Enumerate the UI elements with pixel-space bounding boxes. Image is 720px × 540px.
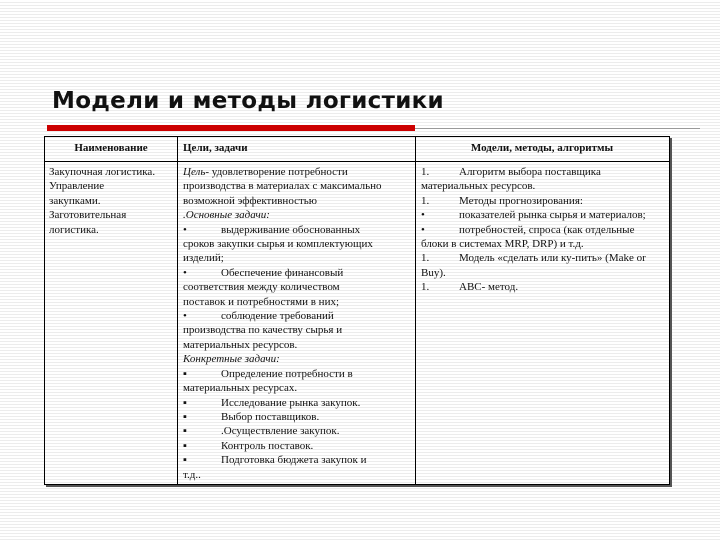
bullet-icon: • [183, 223, 187, 236]
header-divider [45, 161, 669, 162]
list-text: Методы прогнозирования: [459, 194, 583, 207]
bullet-icon: • [421, 209, 425, 222]
text-line: материальных ресурсах. [183, 382, 298, 395]
bullet-text: Подготовка бюджета закупок и [221, 454, 367, 467]
bullet-text: Обеспечение финансовый [221, 266, 344, 279]
slide-title: Модели и методы логистики [52, 88, 444, 114]
square-bullet-icon: ▪ [183, 367, 187, 380]
list-text: АВС- метод. [459, 281, 519, 294]
text-line: изделий; [183, 252, 224, 265]
text-line: соответствия между количеством [183, 281, 340, 294]
list-text: Модель «сделать или ку-пить» (Make or [459, 252, 646, 265]
list-number: 1. [421, 166, 430, 178]
text-line: сроков закупки сырья и комплектующих [183, 238, 373, 251]
text-line: т.д.. [183, 468, 201, 481]
title-underline-red [47, 125, 415, 131]
bullet-text: Определение потребности в [221, 367, 353, 380]
bullet-icon: • [421, 223, 425, 236]
bullet-text: выдерживание обоснованных [221, 223, 361, 236]
list-text: Алгоритм выбора поставщика [459, 166, 601, 178]
text-line: производства в материалах с максимально [183, 180, 382, 193]
text-line: возможной эффективностью [183, 194, 318, 207]
header-goals: Цели, задачи [183, 142, 248, 154]
list-number: 1. [421, 194, 430, 207]
list-number: 1. [421, 252, 430, 265]
column-divider [177, 137, 178, 484]
bullet-text: соблюдение требований [221, 310, 334, 323]
name-cell [49, 165, 175, 237]
text-line: закупками. [49, 194, 101, 207]
main-tasks-label: .Основные задачи: [183, 209, 270, 222]
bullet-text: Выбор поставщиков. [221, 410, 320, 423]
column-divider [415, 137, 416, 484]
header-models: Модели, методы, алгоритмы [470, 142, 614, 154]
goals-cell [183, 165, 413, 482]
logistics-table [44, 136, 670, 485]
models-cell [421, 165, 667, 295]
text-line: производства по качеству сырья и [183, 324, 343, 337]
concrete-tasks-label: Конкретные задачи: [183, 353, 280, 366]
text-line: логистика. [49, 223, 99, 236]
text-line: поставок и потребностями в них; [183, 295, 340, 308]
square-bullet-icon: ▪ [183, 410, 187, 423]
square-bullet-icon: ▪ [183, 425, 187, 438]
text-line: материальных ресурсов. [183, 338, 298, 351]
goal-text: - удовлетворение потребности [205, 166, 348, 178]
bullet-icon: • [183, 266, 187, 279]
text-line: Заготовительная [49, 209, 127, 222]
list-number: 1. [421, 281, 430, 294]
bullet-text: Исследование рынка закупок. [221, 396, 361, 409]
bullet-text: показателей рынка сырья и материалов; [459, 209, 646, 222]
text-line: Buy). [421, 266, 446, 279]
text-line: материальных ресурсов. [421, 180, 536, 193]
bullet-text: .Осуществление закупок. [221, 425, 340, 438]
text-line: Управление [49, 180, 105, 193]
square-bullet-icon: ▪ [183, 396, 187, 409]
goal-label: Цель [183, 166, 206, 178]
text-line: Закупочная логистика. [49, 166, 156, 178]
title-underline-grey [415, 128, 700, 129]
text-line: блоки в системах MRP, DRP) и т.д. [421, 238, 584, 251]
header-name: Наименование [74, 142, 148, 154]
bullet-text: Контроль поставок. [221, 439, 314, 452]
bullet-text: потребностей, спроса (как отдельные [459, 223, 635, 236]
square-bullet-icon: ▪ [183, 439, 187, 452]
square-bullet-icon: ▪ [183, 454, 187, 467]
bullet-icon: • [183, 310, 187, 323]
